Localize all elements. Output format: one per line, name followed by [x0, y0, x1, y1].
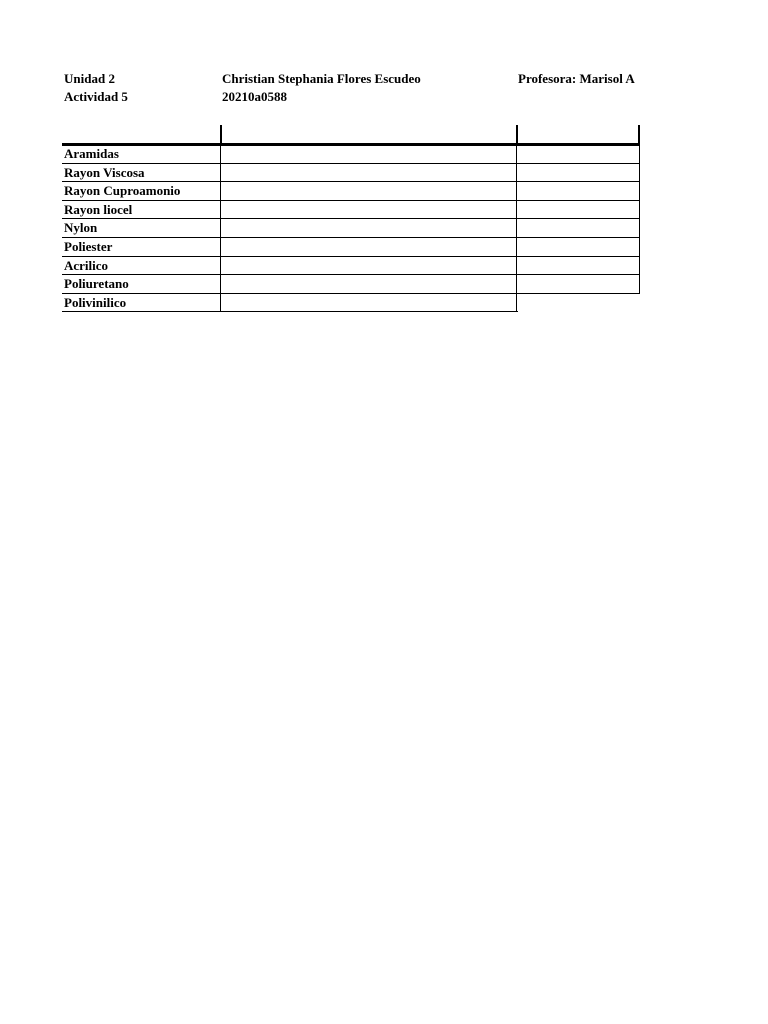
table-row — [62, 164, 640, 183]
column-divider-2 — [516, 125, 518, 144]
teacher-label: Profesora: Marisol A — [518, 71, 635, 86]
empty-cell — [221, 201, 517, 219]
table-row — [62, 275, 640, 294]
empty-cell — [517, 182, 640, 200]
fiber-name-cell: Poliester — [62, 238, 221, 256]
table-row — [62, 257, 640, 276]
empty-cell — [517, 275, 640, 293]
fiber-name-cell: Rayon Viscosa — [62, 164, 221, 182]
teacher-label-cell — [518, 70, 639, 88]
empty-cell — [517, 145, 640, 163]
table-row — [62, 201, 640, 220]
student-id: 20210a0588 — [222, 89, 287, 104]
empty-cell — [517, 164, 640, 182]
unit-label: Unidad 2 — [64, 71, 115, 86]
fiber-name-cell: Nylon — [62, 219, 221, 237]
empty-cell — [221, 145, 517, 163]
table-row — [62, 145, 640, 164]
empty-cell — [517, 257, 640, 275]
table-row — [62, 294, 518, 313]
fiber-name-cell: Polivinilico — [62, 294, 221, 312]
empty-cell — [517, 238, 640, 256]
activity-label: Actividad 5 — [64, 89, 128, 104]
empty-cell — [517, 219, 640, 237]
empty-cell — [221, 257, 517, 275]
empty-cell — [221, 219, 517, 237]
fiber-name-cell: Poliuretano — [62, 275, 221, 293]
empty-cell — [221, 164, 517, 182]
table-row — [62, 238, 640, 257]
table-row — [62, 219, 640, 238]
student-name: Christian Stephania Flores Escudeo — [222, 71, 421, 86]
empty-cell — [221, 182, 517, 200]
column-divider-3 — [638, 125, 640, 144]
fiber-name-cell: Rayon Cuproamonio — [62, 182, 221, 200]
empty-cell — [221, 238, 517, 256]
column-divider-1 — [220, 125, 222, 144]
table-row — [62, 182, 640, 201]
fiber-name-cell: Aramidas — [62, 145, 221, 163]
fiber-name-cell: Acrilico — [62, 257, 221, 275]
fiber-name-cell: Rayon liocel — [62, 201, 221, 219]
empty-cell — [221, 275, 517, 293]
empty-cell — [517, 201, 640, 219]
empty-cell — [221, 294, 517, 312]
